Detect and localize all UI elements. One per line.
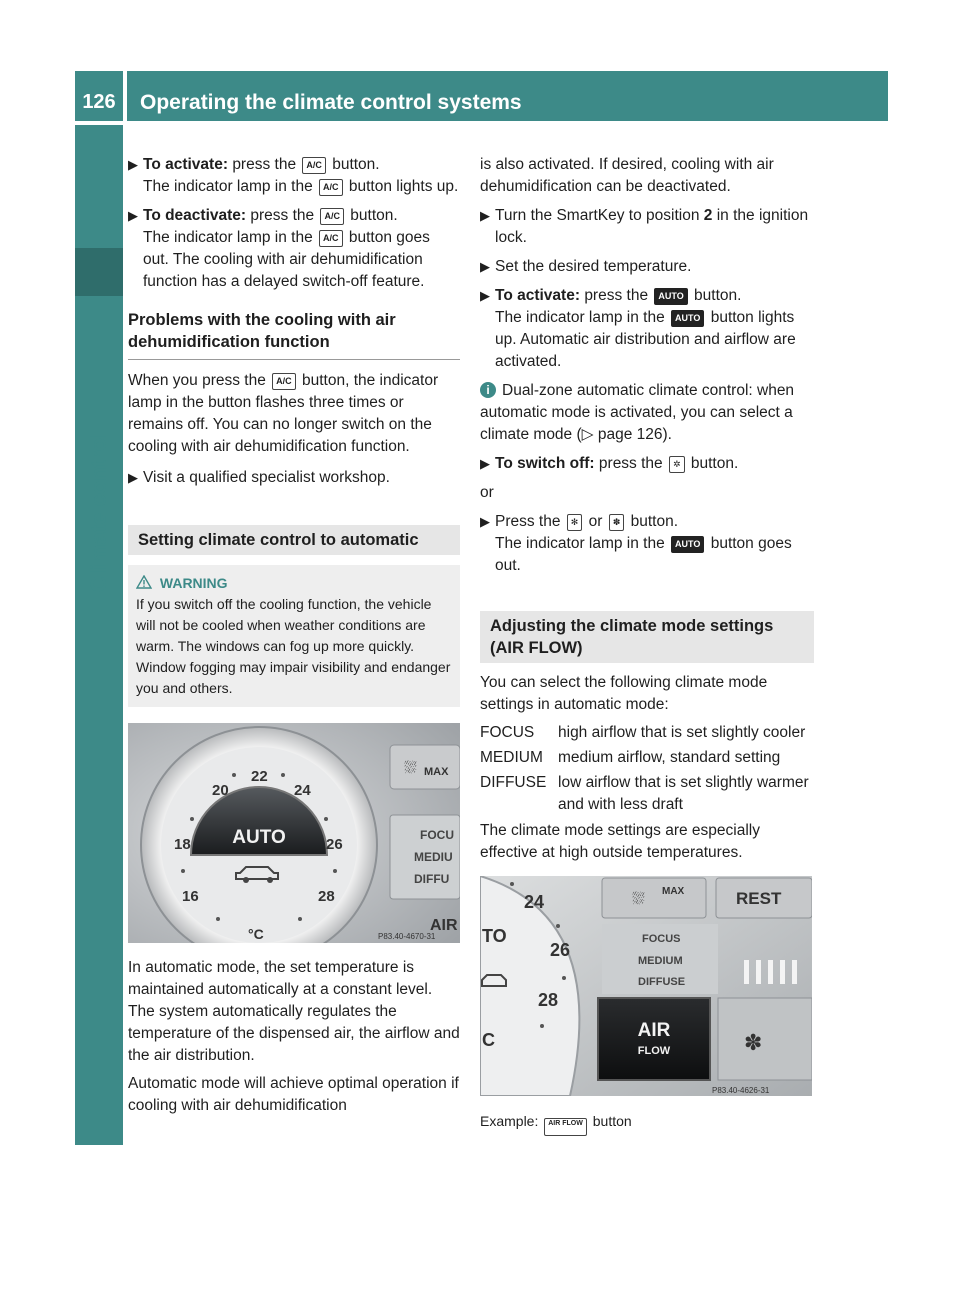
step-activate-auto: ▶ To activate: press the AUTO button. The indicator lamp in the AUTO button lights up. Automatic air distribution and airflow are activated. (480, 287, 796, 370)
dial-temp-20: 20 (212, 782, 229, 799)
panel-medium-label: MEDIUM (638, 955, 683, 967)
mode-term: FOCUS (480, 724, 535, 741)
step-arrow-icon: ▶ (480, 514, 490, 529)
dial-medium-label: MEDIU (414, 850, 453, 864)
fan-up-key-icon: ✽ (609, 514, 625, 531)
mode-row (480, 772, 814, 816)
panel-auto-fragment: TO (482, 926, 507, 946)
step-activate-ac: ▶ To activate: press the A/C button. The indicator lamp in the A/C button lights up. (128, 156, 459, 195)
step-arrow-icon: ▶ (480, 456, 490, 471)
image-reference: P83.40-4626-31 (712, 1086, 770, 1095)
dial-temp-26: 26 (326, 836, 343, 853)
mode-row (480, 722, 814, 744)
panel-rest-label: REST (736, 889, 782, 908)
fan-off-key-icon: ✲ (669, 456, 685, 473)
defrost-icon: ⛆ (632, 889, 645, 908)
image-reference: P83.40-4670-31 (378, 932, 436, 941)
mode-desc: low airflow that is set slightly warmer and with less draft (558, 774, 809, 813)
auto-key-icon: AUTO (671, 536, 704, 553)
ac-key-icon: A/C (319, 230, 343, 247)
step-arrow-icon: ▶ (480, 288, 490, 303)
or-text: or (480, 484, 494, 501)
panel-temp-28: 28 (538, 990, 559, 1010)
modes-outro: The climate mode settings are especially effective at high outside temperatures. (480, 822, 760, 861)
step-arrow-icon: ▶ (128, 157, 138, 172)
dial-temp-22: 22 (251, 768, 268, 785)
airflow-panel-photo (480, 876, 812, 1096)
auto-paragraph-2: Automatic mode will achieve optimal operation if cooling with air dehumidification (128, 1075, 459, 1114)
dial-temp-24: 24 (294, 782, 311, 799)
panel-unit-fragment: C (482, 1030, 495, 1050)
fan-icon: ✽ (744, 1031, 763, 1056)
mode-term: DIFFUSE (480, 774, 547, 791)
mode-desc: medium airflow, standard setting (558, 749, 781, 766)
image-caption: Example: AIR FLOW button (480, 1110, 814, 1136)
modes-intro: You can select the following climate mode settings in automatic mode: (480, 674, 768, 713)
step-arrow-icon: ▶ (480, 259, 490, 274)
dial-unit-label: °C (248, 926, 264, 942)
panel-temp-26: 26 (550, 940, 571, 960)
section-heading-auto: Setting climate control to automatic (128, 525, 460, 555)
airflow-key-icon: AIR FLOW (544, 1118, 587, 1136)
section-heading-airflow: Adjusting the climate mode settings (AIR FLOW) (480, 611, 814, 663)
dial-temp-28: 28 (318, 888, 335, 905)
side-tab-label: Climate control (86, 431, 111, 593)
auto-key-icon: AUTO (654, 288, 687, 305)
dial-max-label: MAX (424, 766, 449, 778)
warning-triangle-icon (136, 575, 152, 589)
mode-term: MEDIUM (480, 749, 543, 766)
left-column (128, 154, 460, 1117)
step-deactivate-ac: ▶ To deactivate: press the A/C button. The indicator lamp in the A/C button goes out. The cooling with air dehumidification function has a delayed switch-off feature. (128, 207, 430, 290)
problems-heading: Problems with the cooling with air dehumidification function (128, 311, 396, 351)
warning-label: WARNING (159, 575, 228, 591)
panel-diffuse-label: DIFFUSE (638, 976, 686, 988)
page-title: Operating the climate control systems (140, 91, 522, 114)
info-icon: i (480, 382, 496, 398)
mode-desc: high airflow that is set slightly cooler (558, 724, 806, 741)
step-switch-off: ▶ To switch off: press the ✲ button. (480, 453, 814, 475)
panel-flow-label: FLOW (637, 1045, 671, 1057)
right-column (480, 154, 814, 1136)
step-arrow-icon: ▶ (128, 470, 138, 485)
dial-auto-label: AUTO (232, 827, 286, 848)
mode-row (480, 747, 814, 769)
dial-temp-16: 16 (182, 888, 199, 905)
ac-key-icon: A/C (302, 157, 326, 174)
step-smartkey: ▶ Turn the SmartKey to position 2 in the ignition lock. (480, 207, 809, 246)
warning-text: If you switch off the cooling function, the vehicle will not be cooled when weather conditions are warm. The windows can fog up more quickly. Window fogging may impair visibility and endanger you and others. (136, 596, 451, 696)
step-set-temperature: ▶ Set the desired temperature. (480, 256, 814, 278)
step-arrow-icon: ▶ (128, 208, 138, 223)
climate-dial-photo (128, 723, 460, 943)
panel-temp-24: 24 (524, 892, 545, 912)
ac-key-icon: A/C (319, 179, 343, 196)
dial-air-label: AIR (430, 917, 458, 934)
side-tab-marker (75, 248, 123, 296)
auto-paragraph-1: In automatic mode, the set temperature is maintained automatically at a constant level. The system automatically regulates the temperature of the dispensed air, the airflow and the air distribution. (128, 959, 460, 1064)
ac-key-icon: A/C (272, 373, 296, 390)
ac-key-icon: A/C (320, 208, 344, 225)
step-visit-workshop: ▶ Visit a qualified specialist workshop. (128, 467, 460, 489)
dial-temp-18: 18 (174, 836, 191, 853)
auto-key-icon: AUTO (671, 310, 704, 327)
page-number: 126 (75, 71, 123, 121)
dial-diffuse-label: DIFFU (414, 872, 450, 886)
panel-air-label: AIR (637, 1020, 671, 1041)
info-note: i Dual-zone automatic climate control: when automatic mode is activated, you can select a climate mode (▷ page 126). (480, 382, 795, 443)
defrost-icon: ⛆ (404, 758, 417, 777)
step-arrow-icon: ▶ (480, 208, 490, 223)
warning-box (128, 565, 460, 707)
dial-focus-label: FOCU (420, 828, 454, 842)
fan-down-key-icon: ✻ (567, 514, 583, 531)
step-press-fan: ▶ Press the ✻ or ✽ button. The indicator lamp in the AUTO button goes out. (480, 513, 792, 574)
panel-max-label: MAX (662, 886, 685, 897)
panel-focus-label: FOCUS (642, 933, 681, 945)
problems-paragraph: When you press the A/C button, the indicator lamp in the button flashes three times or remains off. You can no longer switch on the cooling with air dehumidification function. (128, 372, 439, 455)
heading-rule (128, 359, 460, 360)
modes-list (480, 722, 814, 816)
continuation-paragraph: is also activated. If desired, cooling with air dehumidification can be deactivated. (480, 156, 774, 195)
